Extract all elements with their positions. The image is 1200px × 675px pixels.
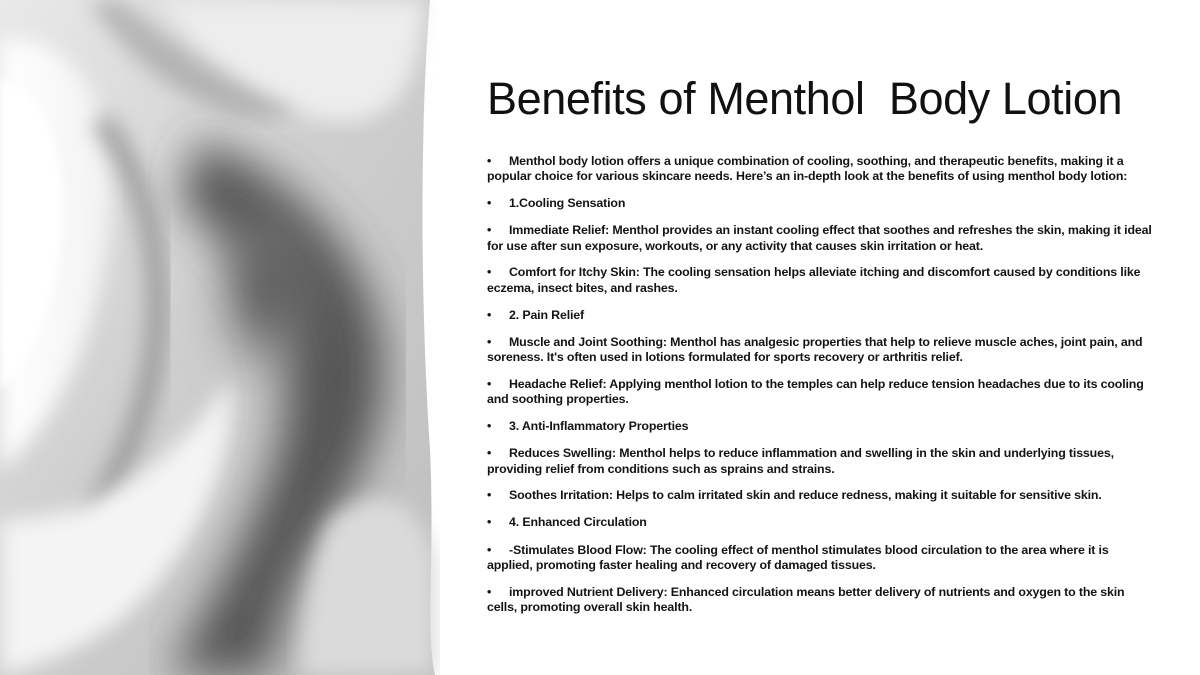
bullet-icon: • (487, 334, 492, 349)
bullet-headache: • Headache Relief: Applying menthol lotion to the temples can help reduce tension headaches due to its cooling and soothing properties. (487, 376, 1144, 407)
bullet-muscle-joint: • Muscle and Joint Soothing: Menthol has analgesic properties that help to relieve muscle aches, joint pain, and soreness. It's often used in lotions formulated for sports recovery or arthritis relief. (487, 334, 1143, 365)
bullet-icon: • (487, 376, 492, 391)
bullet-icon: • (487, 307, 492, 322)
bullet-itchy-skin: • Comfort for Itchy Skin: The cooling sensation helps alleviate itching and discomfort caused by conditions like eczema, insect bites, and rashes. (487, 265, 1141, 295)
bullet-icon: • (487, 515, 492, 530)
bullet-icon: • (487, 265, 492, 280)
bullet-reduces-swelling: • Reduces Swelling: Menthol helps to reduce inflammation and swelling in the skin and underlying tissues, providing relief from conditions such as sprains and strains. (487, 446, 1114, 476)
bullet-heading-pain: • 2. Pain Relief (487, 307, 585, 322)
bullet-icon: • (487, 488, 492, 503)
bullet-heading-anti-inflammatory: • 3. Anti-Inflammatory Properties (487, 419, 689, 434)
bullet-icon: • (487, 223, 492, 238)
bullet-immediate-relief: • Immediate Relief: Menthol provides an instant cooling effect that soothes and refreshes the skin, making it ideal for use after sun exposure, workouts, or any activity that causes skin irritation or heat. (487, 223, 1152, 253)
bullet-icon: • (487, 446, 492, 461)
bullet-heading-cooling: • 1.Cooling Sensation (487, 196, 626, 211)
slide-title: Benefits of Menthol Body Lotion (487, 73, 1123, 124)
slide-content (487, 70, 1157, 627)
bullet-list (487, 154, 1157, 615)
bullet-icon: • (487, 584, 492, 599)
bullet-icon: • (487, 154, 492, 168)
bullet-soothes-irritation: • Soothes Irritation: Helps to calm irritated skin and reduce redness, making it suitable for sensitive skin. (487, 488, 1102, 503)
bullet-icon: • (487, 419, 492, 434)
bullet-intro: • Menthol body lotion offers a unique combination of cooling, soothing, and therapeutic benefits, making it a popular choice for various skincare needs. Here’s an in-depth look at the benefits of using menthol body lotion: (487, 154, 1128, 184)
bullet-icon: • (487, 542, 492, 557)
bullet-blood-flow: • -Stimulates Blood Flow: The cooling effect of menthol stimulates blood circulation to the area where it is applied, promoting faster healing and recovery of damaged tissues. (487, 542, 1109, 572)
bullet-heading-circulation: • 4. Enhanced Circulation (487, 515, 647, 530)
lotion-texture-image (0, 0, 440, 675)
bullet-nutrient-delivery: • improved Nutrient Delivery: Enhanced circulation means better delivery of nutrients and oxygen to the skin cells, promoting overall skin health. (487, 584, 1125, 614)
bullet-icon: • (487, 196, 492, 211)
